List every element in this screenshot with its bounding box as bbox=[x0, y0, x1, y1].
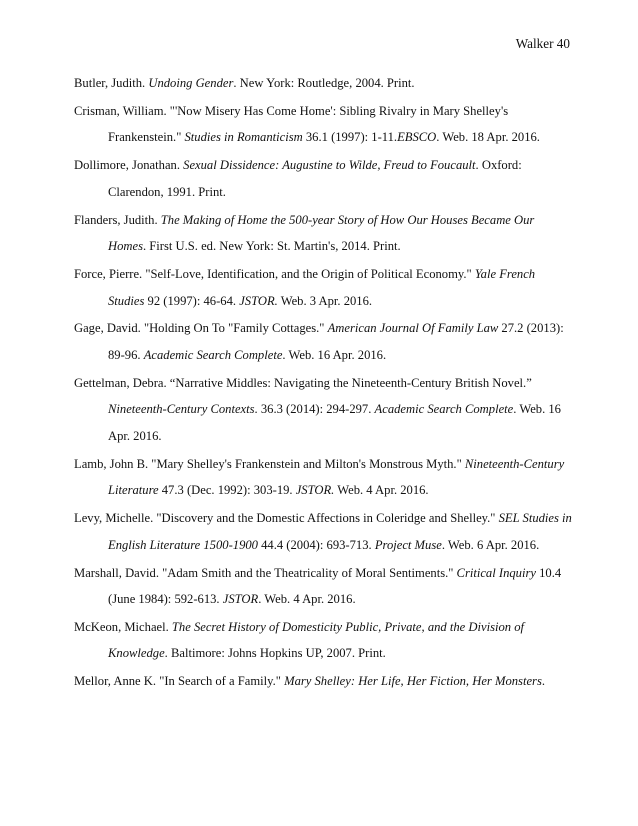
citation-segment: 10.4 (June 1984): 592-613. bbox=[108, 565, 562, 607]
works-cited-list bbox=[74, 70, 574, 696]
citation-segment: . Web. 16 Apr. 2016. bbox=[282, 347, 387, 362]
citation-italic-segment: SEL Studies in English Literature 1500-1900 bbox=[108, 511, 572, 552]
citation-segment: Dollimore, Jonathan. bbox=[74, 158, 184, 173]
citation-italic-segment: Critical Inquiry bbox=[456, 565, 536, 580]
citation-italic-segment: Nineteenth-Century Literature bbox=[108, 456, 565, 498]
citation-segment: Butler, Judith. bbox=[74, 76, 149, 90]
citation-segment: . Web. 16 Apr. 2016. bbox=[108, 402, 561, 443]
citation-segment: Marshall, David. "Adam Smith and the Theatricality of Moral Sentiments." bbox=[74, 565, 457, 580]
citation-segment: . First U.S. ed. New York: St. Martin's, 2014. Print. bbox=[142, 239, 401, 254]
citation-segment: McKeon, Michael. bbox=[74, 619, 172, 634]
citation-segment: . Baltimore: Johns Hopkins UP, 2007. Print. bbox=[164, 646, 386, 661]
running-head: Walker 40 bbox=[515, 36, 570, 51]
citation-segment: . 36.3 (2014): 294-297. bbox=[254, 402, 375, 417]
citation-entry bbox=[74, 668, 574, 695]
citation-segment: . New York: Routledge, 2004. Print. bbox=[233, 76, 415, 90]
citation-entry bbox=[74, 315, 574, 368]
citation-italic-segment: Studies in Romanticism bbox=[184, 130, 303, 145]
citation-italic-segment: Mary Shelley: Her Life, Her Fiction, Her Monsters bbox=[284, 674, 542, 689]
citation-segment: Crisman, William. "'Now Misery Has Come Home': Sibling Rivalry in Mary Shelley's Frankenstein." bbox=[74, 103, 509, 145]
citation-entry bbox=[74, 98, 574, 151]
citation-segment: 36.1 (1997): 1-11. bbox=[302, 130, 398, 145]
citation-segment: Force, Pierre. "Self-Love, Identification, and the Origin of Political Economy." bbox=[74, 267, 475, 282]
citation-entry bbox=[74, 152, 574, 205]
citation-italic-segment: EBSCO bbox=[397, 130, 437, 145]
citation-segment: Lamb, John B. "Mary Shelley's Frankenstein and Milton's Monstrous Myth." bbox=[74, 456, 465, 471]
citation-italic-segment: Project Muse bbox=[374, 537, 442, 552]
citation-entry bbox=[74, 505, 574, 558]
citation-entry bbox=[74, 614, 574, 667]
citation-segment: . Oxford: Clarendon, 1991. Print. bbox=[108, 158, 522, 199]
citation-italic-segment: American Journal Of Family Law bbox=[327, 321, 499, 336]
citation-italic-segment: JSTOR. bbox=[295, 483, 335, 498]
citation-segment: . Web. 4 Apr. 2016. bbox=[258, 592, 356, 607]
citation-italic-segment: Academic Search Complete bbox=[374, 402, 514, 417]
citation-entry bbox=[74, 70, 574, 97]
citation-entry bbox=[74, 451, 574, 504]
citation-italic-segment: Undoing Gender bbox=[148, 76, 234, 90]
citation-entry bbox=[74, 560, 574, 613]
citation-segment: Levy, Michelle. "Discovery and the Domestic Affections in Coleridge and Shelley." bbox=[74, 511, 499, 526]
citation-segment: Gage, David. "Holding On To "Family Cottages." bbox=[74, 321, 328, 336]
citation-italic-segment: JSTOR bbox=[222, 592, 259, 607]
citation-segment: 27.2 (2013): 89-96. bbox=[108, 321, 564, 362]
citation-segment: 44.4 (2004): 693-713. bbox=[257, 537, 375, 552]
citation-segment: Gettelman, Debra. “Narrative Middles: Navigating the Nineteenth-Century British Novel.” bbox=[74, 375, 532, 390]
citation-segment: . bbox=[541, 674, 546, 689]
citation-italic-segment: Nineteenth-Century Contexts bbox=[108, 402, 255, 417]
citation-segment: Mellor, Anne K. "In Search of a Family." bbox=[74, 674, 285, 689]
citation-segment: 47.3 (Dec. 1992): 303-19. bbox=[158, 483, 296, 498]
citation-segment: . Web. 6 Apr. 2016. bbox=[441, 537, 540, 552]
citation-segment: Flanders, Judith. bbox=[74, 212, 161, 227]
citation-italic-segment: Yale French Studies bbox=[108, 267, 536, 308]
citation-italic-segment: Sexual Dissidence: Augustine to Wilde, Freud to Foucault bbox=[183, 158, 476, 173]
citation-italic-segment: The Making of Home the 500-year Story of How Our Houses Became Our Homes bbox=[108, 212, 535, 254]
citation-entry bbox=[74, 207, 574, 260]
citation-segment: Web. 4 Apr. 2016. bbox=[334, 483, 429, 498]
citation-entry bbox=[74, 261, 574, 314]
citation-italic-segment: Academic Search Complete bbox=[143, 347, 283, 362]
citation-segment: 92 (1997): 46-64. bbox=[144, 293, 240, 308]
citation-segment: Web. 3 Apr. 2016. bbox=[277, 293, 373, 308]
citation-segment: . Web. 18 Apr. 2016. bbox=[436, 130, 540, 145]
citation-italic-segment: The Secret History of Domesticity Public, Private, and the Division of Knowledge bbox=[108, 619, 525, 661]
citation-italic-segment: JSTOR. bbox=[239, 293, 278, 308]
citation-entry bbox=[74, 370, 574, 450]
